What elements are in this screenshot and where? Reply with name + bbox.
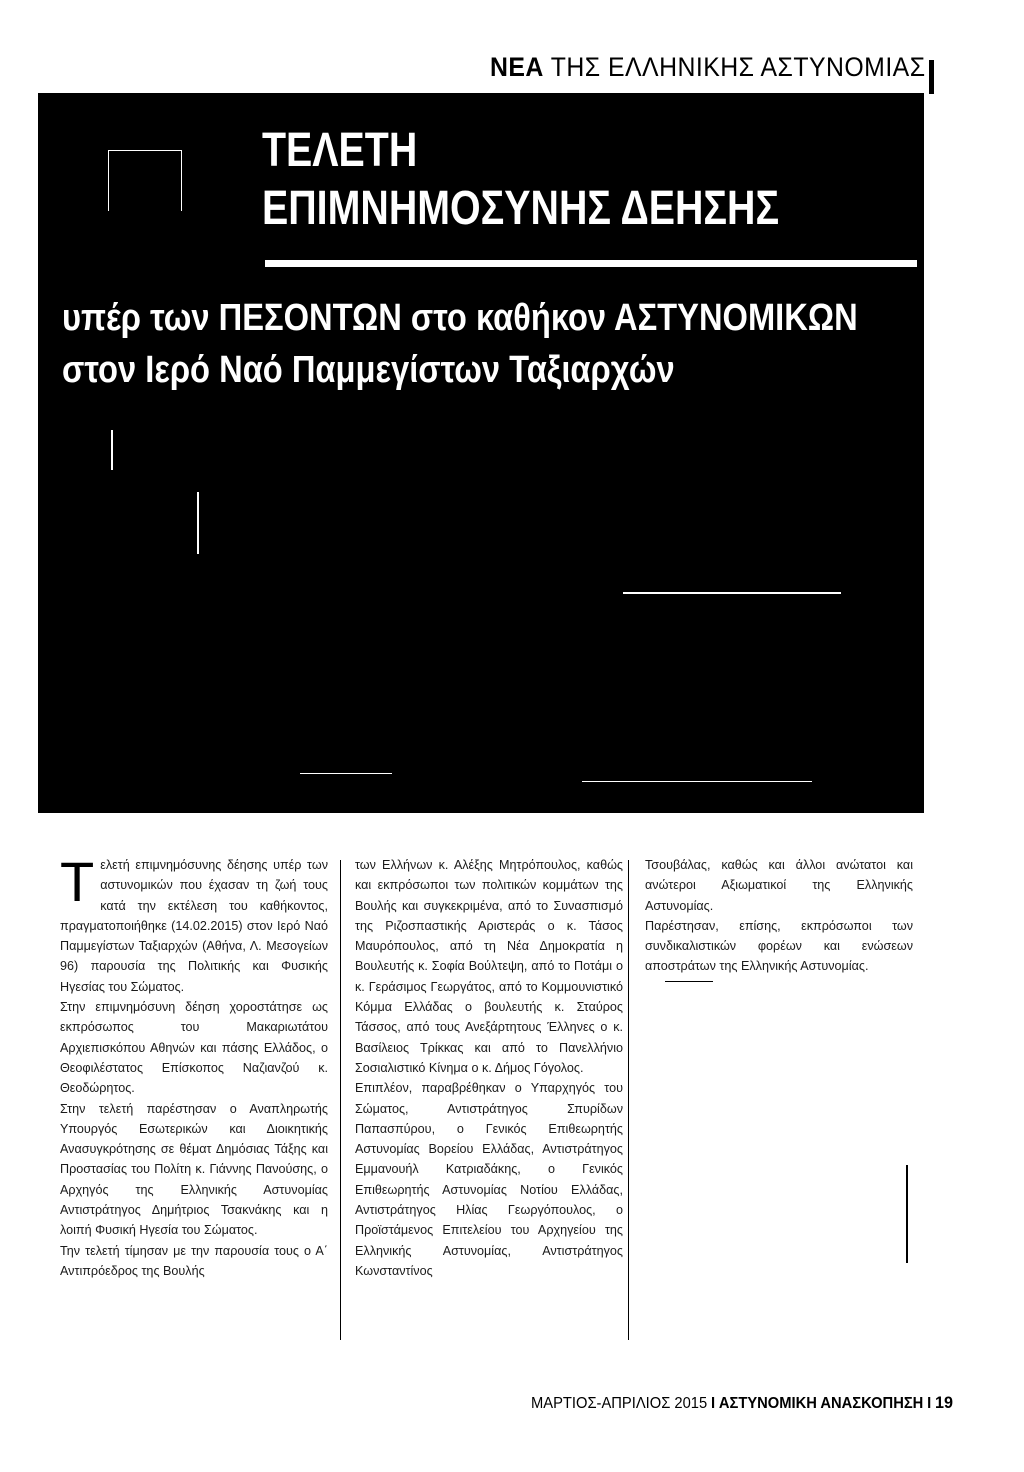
- headline-title-line2: ΕΠΙΜΝΗΜΟΣΥΝΗΣ ΔΕΗΣΗΣ: [262, 182, 780, 235]
- headline-subtitle: [62, 292, 858, 396]
- section-header: [490, 52, 926, 83]
- headline-rule: [265, 260, 917, 267]
- article-column-2: [355, 855, 623, 1281]
- magazine-name: ΑΣΤΥΝΟΜΙΚΗ ΑΝΑΣΚΟΠΗΣΗ: [718, 1395, 924, 1412]
- footer-separator: I: [710, 1395, 716, 1412]
- page-footer: [531, 1393, 953, 1413]
- section-header-rest: ΤΗΣ ΕΛΛΗΝΙΚΗΣ ΑΣΤΥΝΟΜΙΑΣ: [543, 52, 926, 82]
- headline-title: [262, 122, 779, 238]
- decorative-frame: [108, 150, 182, 211]
- decorative-line: [906, 1165, 908, 1263]
- footer-separator: I: [927, 1395, 932, 1412]
- article-body: [60, 850, 930, 1345]
- decorative-line: [582, 781, 812, 782]
- article-column-1: [60, 850, 328, 1281]
- article-paragraph: των Ελλήνων κ. Αλέξης Μητρόπουλος, καθώς και εκπρόσωποι των πολιτικών κομμάτων της Βουλής και συγκεκριμένα, από το Συνασπισμό της Ριζοσπαστικής Αριστεράς ο κ. Τάσος Μαυρόπουλος, από τη Νέα Δημοκρατία η Βουλευτής κ. Σοφία Βούλτεψη, από το Ποτάμι ο κ. Γεράσιμος Γεωργάτος, από το Κομμουνιστικό Κόμμα Ελλάδας ο βουλευτής κ. Σταύρος Τάσσος, από τους Ανεξάρτητους Έλληνες ο κ. Βασίλειος Τρίκκας και από το Πανελλήνιο Σοσιαλιστικό Κίνημα ο κ. Δήμος Γόγολος.: [355, 858, 623, 1075]
- decorative-line: [197, 492, 199, 554]
- article-paragraph: Στην τελετή παρέστησαν ο Αναπληρωτής Υπουργός Εσωτερικών και Διοικητικής Ανασυγκρότησης σε θέματ Δημόσιας Τάξης και Προστασίας του Πολίτη κ. Γιάννης Πανούσης, ο Αρχηγός της Ελληνικής Αστυνομίας Αντιστράτηγος Δημήτριος Τσακνάκης και η λοιπή Φυσική Ηγεσία του Σώματος.: [60, 1101, 328, 1238]
- decorative-line: [623, 592, 841, 594]
- decorative-line: [111, 430, 113, 470]
- issue-date: ΜΑΡΤΙΟΣ-ΑΠΡΙΛΙΟΣ 2015: [531, 1395, 708, 1412]
- article-paragraph: Παρέστησαν, επίσης, εκπρόσωποι των συνδικαλιστικών φορέων και ενώσεων αποστράτων της Ελληνικής Αστυνομίας.: [645, 918, 913, 974]
- headline-subtitle-line1: υπέρ των ΠΕΣΟΝΤΩΝ στο καθήκον ΑΣΤΥΝΟΜΙΚΩΝ: [62, 297, 858, 339]
- drop-cap: Τ: [60, 850, 95, 913]
- article-end-rule: [665, 981, 713, 982]
- article-paragraph: Επιπλέον, παραβρέθηκαν ο Υπαρχηγός του Σώματος, Αντιστράτηγος Σπυρίδων Παπασπύρου, ο Γενικός Επιθεωρητής Αστυνομίας Βορείου Ελλάδας, Αντιστράτηγος Εμμανουήλ Κατριαδάκης, ο Γενικός Επιθεωρητής Αστυνομίας Νοτίου Ελλάδας, Αντιστράτηγος Ηλίας Γεωργόπουλος, ο Προϊστάμενος Επιτελείου του Αρχηγείου της Ελληνικής Αστυνομίας, Αντιστράτηγος Κωνσταντίνος: [355, 1081, 623, 1278]
- column-divider: [340, 860, 341, 1340]
- section-header-bold: ΝΕΑ: [490, 52, 544, 82]
- headline-subtitle-line2: στον Ιερό Ναό Παμμεγίστων Ταξιαρχών: [62, 349, 675, 391]
- decorative-line: [300, 773, 392, 774]
- article-paragraph: Την τελετή τίμησαν με την παρουσία τους ο Α΄ Αντιπρόεδρος της Βουλής: [60, 1243, 328, 1278]
- article-paragraph: [60, 850, 328, 997]
- headline-title-line1: ΤΕΛΕΤΗ: [262, 124, 418, 177]
- article-paragraph: Στην επιμνημόσυνη δέηση χοροστάτησε ως εκπρόσωπος του Μακαριωτάτου Αρχιεπισκόπου Αθηνών και πάσης Ελλάδος, ο Θεοφιλέστατος Επίσκοπος Ναζιανζού κ. Θεοδώρητος.: [60, 1000, 328, 1096]
- article-paragraph: Τσουβάλας, καθώς και άλλοι ανώτατοι και ανώτεροι Αξιωματικοί της Ελληνικής Αστυνομίας.: [645, 858, 913, 913]
- section-header-bar: [929, 60, 934, 94]
- article-column-3: [645, 855, 913, 982]
- column-divider: [628, 860, 629, 1340]
- page-number: 19: [935, 1393, 953, 1412]
- article-paragraph-text: ελετή επιμνημόσυνης δέησης υπέρ των αστυνομικών που έχασαν τη ζωή τους κατά την εκτέλεση του καθήκοντος, πραγματοποιήθηκε (14.02.2015) στον Ιερό Ναό Παμμεγίστων Ταξιαρχών (Αθήνα, Λ. Μεσογείων 96) παρουσία της Πολιτικής και Φυσικής Ηγεσίας του Σώματος.: [60, 858, 328, 994]
